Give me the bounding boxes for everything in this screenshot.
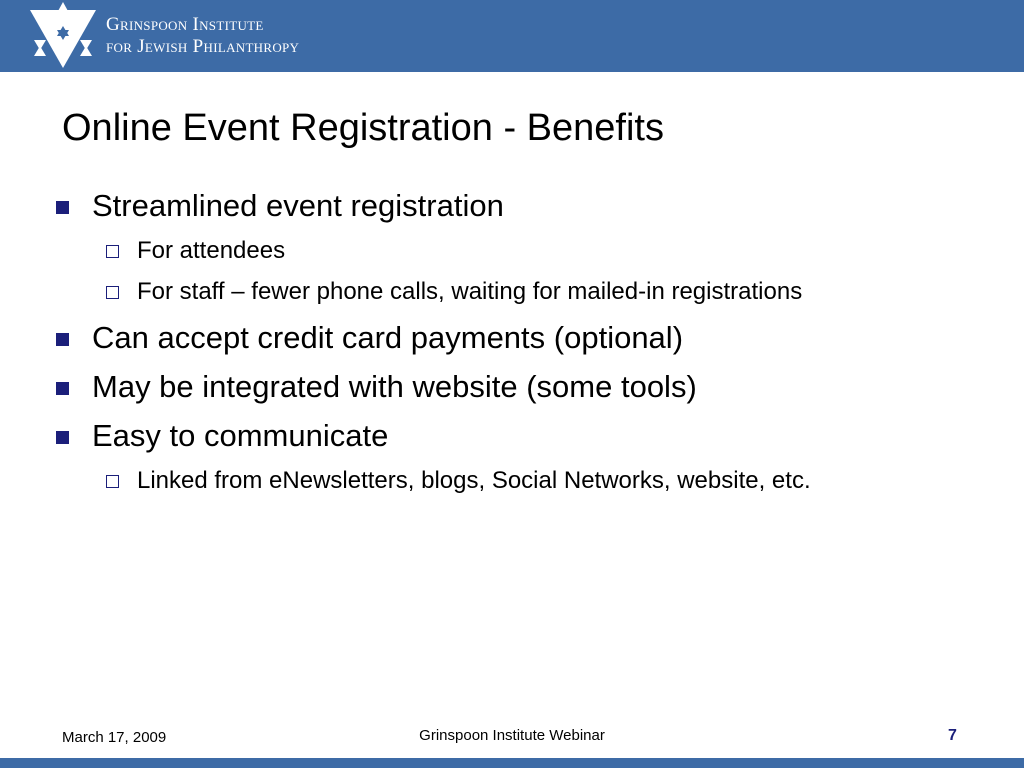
logo-line-1: Grinspoon Institute (106, 14, 264, 35)
logo-line-2: for Jewish Philanthropy (106, 36, 300, 57)
bullet-text: May be integrated with website (some tools) (92, 369, 697, 404)
bullet-text: Streamlined event registration (92, 188, 504, 223)
bullet-text: Easy to communicate (92, 418, 389, 453)
header-band (0, 0, 1024, 72)
hollow-square-bullet-icon (106, 245, 119, 258)
square-bullet-icon (56, 201, 69, 214)
hollow-square-bullet-icon (106, 475, 119, 488)
square-bullet-icon (56, 431, 69, 444)
slide-title: Online Event Registration - Benefits (62, 107, 664, 149)
sub-bullet-text: For attendees (137, 237, 286, 264)
bullet-text: Can accept credit card payments (optional) (92, 320, 684, 355)
hollow-square-bullet-icon (106, 286, 119, 299)
sub-bullet-text: Linked from eNewsletters, blogs, Social Networks, website, etc. (137, 467, 811, 494)
bottom-bar (0, 758, 1024, 768)
star-of-david-icon (24, 2, 102, 70)
footer-center-text: Grinspoon Institute Webinar (419, 727, 605, 744)
logo-text (106, 14, 299, 58)
square-bullet-icon (56, 333, 69, 346)
page-number: 7 (948, 727, 957, 744)
sub-bullet-text: For staff – fewer phone calls, waiting for mailed-in registrations (137, 278, 803, 305)
footer-date: March 17, 2009 (62, 729, 167, 746)
square-bullet-icon (56, 382, 69, 395)
